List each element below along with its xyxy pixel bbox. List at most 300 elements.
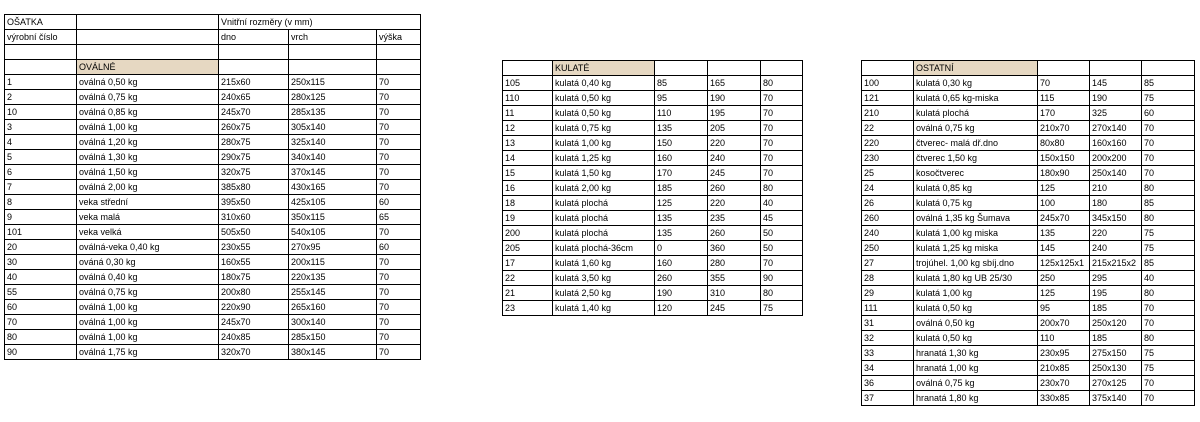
dim-vrch: 345x150	[1090, 211, 1142, 226]
product-number: 27	[862, 256, 914, 271]
dim-vrch: 255x145	[289, 285, 377, 300]
table-row	[503, 256, 803, 271]
dim-vyska: 70	[377, 345, 421, 360]
table-row	[862, 121, 1195, 136]
dim-vrch: 220	[1090, 226, 1142, 241]
product-name: kulatá 0,50 kg	[553, 91, 655, 106]
spacer-row	[5, 45, 421, 60]
table-row	[862, 106, 1195, 121]
product-name: oválná 0,75 kg	[914, 121, 1038, 136]
dim-dno: 125	[655, 196, 708, 211]
dim-dno: 180x75	[219, 270, 289, 285]
dim-vyska: 70	[377, 105, 421, 120]
sub-header-dno: dno	[219, 30, 289, 45]
dim-vyska: 70	[377, 165, 421, 180]
product-name: kulatá 1,80 kg UB 25/30	[914, 271, 1038, 286]
product-number: 22	[503, 271, 553, 286]
dim-vrch: 190	[708, 91, 761, 106]
dim-vrch: 325x140	[289, 135, 377, 150]
product-number: 70	[5, 315, 77, 330]
dim-vyska: 75	[761, 301, 803, 316]
dim-dno: 310x60	[219, 210, 289, 225]
product-name: kulatá plochá	[553, 226, 655, 241]
dim-dno: 230x70	[1038, 376, 1090, 391]
product-name: kulatá 2,50 kg	[553, 286, 655, 301]
dim-dno: 215x60	[219, 75, 289, 90]
product-name: čtverec- malá dř.dno	[914, 136, 1038, 151]
product-name: kulatá plochá	[914, 106, 1038, 121]
product-number: 11	[503, 106, 553, 121]
dim-vyska: 70	[1142, 166, 1195, 181]
dim-vrch: 195	[708, 106, 761, 121]
table-row	[5, 75, 421, 90]
dim-dno: 250	[1038, 271, 1090, 286]
dim-dno: 120	[655, 301, 708, 316]
dim-vyska: 80	[1142, 181, 1195, 196]
table-row	[5, 210, 421, 225]
dim-vyska: 75	[1142, 346, 1195, 361]
empty-cell	[655, 61, 708, 76]
dim-vrch: 300x140	[289, 315, 377, 330]
product-number: 1	[5, 75, 77, 90]
ovalne-table	[4, 14, 421, 360]
empty-cell	[377, 60, 421, 75]
dim-vrch: 310	[708, 286, 761, 301]
dim-dno: 330x85	[1038, 391, 1090, 406]
dim-vrch: 275x150	[1090, 346, 1142, 361]
dim-vyska: 70	[377, 270, 421, 285]
dim-vyska: 45	[761, 211, 803, 226]
product-name: oválná 0,75 kg	[77, 90, 219, 105]
dim-vrch: 260	[708, 226, 761, 241]
dim-vrch: 250x115	[289, 75, 377, 90]
product-number: 13	[503, 136, 553, 151]
table-row	[503, 136, 803, 151]
dim-vyska: 40	[761, 196, 803, 211]
product-number: 19	[503, 211, 553, 226]
dim-vyska: 70	[1142, 151, 1195, 166]
dim-vrch: 235	[708, 211, 761, 226]
product-number: 101	[5, 225, 77, 240]
dim-vyska: 80	[1142, 286, 1195, 301]
product-number: 33	[862, 346, 914, 361]
ostatni-table-body	[862, 61, 1195, 406]
table-row	[5, 225, 421, 240]
dim-vyska: 70	[377, 330, 421, 345]
empty-cell	[219, 60, 289, 75]
dim-vrch: 200x115	[289, 255, 377, 270]
table-row	[503, 166, 803, 181]
dim-dno: 110	[655, 106, 708, 121]
product-name: oválná 0,50 kg	[914, 316, 1038, 331]
table-row	[503, 181, 803, 196]
product-name: hranatá 1,80 kg	[914, 391, 1038, 406]
product-name: kulatá 0,75 kg	[914, 196, 1038, 211]
product-name: kulatá 0,50 kg	[914, 301, 1038, 316]
product-name: hranatá 1,30 kg	[914, 346, 1038, 361]
dim-vyska: 70	[761, 151, 803, 166]
table-row	[862, 211, 1195, 226]
product-name: ováná 0,30 kg	[77, 255, 219, 270]
dim-dno: 230x55	[219, 240, 289, 255]
dim-dno: 70	[1038, 76, 1090, 91]
dim-vyska: 75	[1142, 361, 1195, 376]
dim-vrch: 200x200	[1090, 151, 1142, 166]
empty-cell	[77, 45, 219, 60]
dim-dno: 85	[655, 76, 708, 91]
product-name: kulatá 1,25 kg miska	[914, 241, 1038, 256]
dim-dno: 245x70	[219, 105, 289, 120]
dim-dno: 320x75	[219, 165, 289, 180]
dim-vyska: 70	[377, 225, 421, 240]
dim-vyska: 70	[377, 75, 421, 90]
dim-dno: 160	[655, 151, 708, 166]
sub-header-vrch: vrch	[289, 30, 377, 45]
kulate-table	[502, 60, 803, 316]
product-name: oválná 0,85 kg	[77, 105, 219, 120]
product-name: trojúhel. 1,00 kg sbíj.dno	[914, 256, 1038, 271]
table-row	[5, 90, 421, 105]
dim-vyska: 50	[761, 226, 803, 241]
ostatni-table	[861, 60, 1195, 406]
empty-cell	[377, 45, 421, 60]
product-name: oválná 0,50 kg	[77, 75, 219, 90]
dim-dno: 200x80	[219, 285, 289, 300]
dim-vyska: 85	[1142, 76, 1195, 91]
dim-vyska: 70	[377, 90, 421, 105]
product-name: kulatá 1,00 kg miska	[914, 226, 1038, 241]
dim-dno: 210x85	[1038, 361, 1090, 376]
product-number: 24	[862, 181, 914, 196]
product-name: oválná 1,50 kg	[77, 165, 219, 180]
product-number: 16	[503, 181, 553, 196]
dim-dno: 245x70	[1038, 211, 1090, 226]
table-row	[503, 226, 803, 241]
dim-vyska: 75	[1142, 226, 1195, 241]
product-name: kulatá 0,50 kg	[553, 106, 655, 121]
product-number: 15	[503, 166, 553, 181]
table-row	[503, 211, 803, 226]
dim-dno: 395x50	[219, 195, 289, 210]
empty-cell	[77, 30, 219, 45]
table-row	[862, 376, 1195, 391]
dim-vyska: 90	[761, 271, 803, 286]
product-name: kulatá 1,60 kg	[553, 256, 655, 271]
table-row	[503, 271, 803, 286]
dim-vyska: 70	[377, 285, 421, 300]
table-row	[5, 315, 421, 330]
dim-vrch: 250x120	[1090, 316, 1142, 331]
dim-dno: 230x95	[1038, 346, 1090, 361]
section-label-ostatni: OSTATNÍ	[914, 61, 1038, 76]
dim-vrch: 270x125	[1090, 376, 1142, 391]
table-row	[862, 166, 1195, 181]
dim-vrch: 205	[708, 121, 761, 136]
dim-dno: 135	[655, 226, 708, 241]
product-number: 12	[503, 121, 553, 136]
product-name: kulatá 1,40 kg	[553, 301, 655, 316]
product-name: oválná-veka 0,40 kg	[77, 240, 219, 255]
dim-vrch: 280x125	[289, 90, 377, 105]
dim-vyska: 75	[1142, 91, 1195, 106]
dim-dno: 280x75	[219, 135, 289, 150]
product-number: 20	[5, 240, 77, 255]
sub-header-vyska: výška	[377, 30, 421, 45]
product-number: 90	[5, 345, 77, 360]
dim-dno: 135	[655, 121, 708, 136]
table-row	[503, 121, 803, 136]
empty-cell	[503, 61, 553, 76]
dim-vrch: 270x95	[289, 240, 377, 255]
dim-vrch: 280	[708, 256, 761, 271]
dim-header: Vnitřní rozměry (v mm)	[219, 15, 421, 30]
product-name: oválná 1,00 kg	[77, 330, 219, 345]
product-name: oválná 1,30 kg	[77, 150, 219, 165]
empty-cell	[1090, 61, 1142, 76]
dim-dno: 240x85	[219, 330, 289, 345]
dim-vrch: 425x105	[289, 195, 377, 210]
dim-vyska: 80	[761, 181, 803, 196]
dim-vrch: 305x140	[289, 120, 377, 135]
table-row	[862, 256, 1195, 271]
dim-vyska: 70	[761, 136, 803, 151]
dim-vyska: 70	[1142, 316, 1195, 331]
dim-vyska: 50	[761, 241, 803, 256]
product-name: kulatá 0,50 kg	[914, 331, 1038, 346]
dim-vyska: 70	[761, 256, 803, 271]
dim-vyska: 40	[1142, 271, 1195, 286]
dim-dno: 150	[655, 136, 708, 151]
dim-dno: 95	[1038, 301, 1090, 316]
dim-vrch: 540x105	[289, 225, 377, 240]
dim-vyska: 80	[761, 76, 803, 91]
dim-vyska: 70	[377, 120, 421, 135]
dim-dno: 245x70	[219, 315, 289, 330]
dim-dno: 260	[655, 271, 708, 286]
dim-vrch: 165	[708, 76, 761, 91]
product-number: 29	[862, 286, 914, 301]
product-name: kulatá plochá	[553, 196, 655, 211]
product-name: oválná 1,20 kg	[77, 135, 219, 150]
dim-vrch: 210	[1090, 181, 1142, 196]
table-row	[503, 241, 803, 256]
dim-dno: 95	[655, 91, 708, 106]
col-label: výrobní číslo	[5, 30, 77, 45]
dim-vyska: 70	[377, 315, 421, 330]
empty-cell	[289, 45, 377, 60]
table-row	[503, 76, 803, 91]
empty-cell	[5, 45, 77, 60]
dim-vrch: 430x165	[289, 180, 377, 195]
dim-vrch: 285x150	[289, 330, 377, 345]
title-row	[5, 15, 421, 30]
section-row	[862, 61, 1195, 76]
product-number: 37	[862, 391, 914, 406]
product-number: 5	[5, 150, 77, 165]
dim-vyska: 60	[1142, 106, 1195, 121]
dim-vyska: 60	[377, 240, 421, 255]
dim-dno: 150x150	[1038, 151, 1090, 166]
dim-vrch: 370x145	[289, 165, 377, 180]
product-number: 23	[503, 301, 553, 316]
product-name: oválná 2,00 kg	[77, 180, 219, 195]
kulate-table-body	[503, 61, 803, 316]
product-name: hranatá 1,00 kg	[914, 361, 1038, 376]
empty-cell	[5, 60, 77, 75]
product-number: 25	[862, 166, 914, 181]
product-number: 7	[5, 180, 77, 195]
product-name: kulatá 0,40 kg	[553, 76, 655, 91]
dim-vrch: 145	[1090, 76, 1142, 91]
dim-dno: 505x50	[219, 225, 289, 240]
table-row	[5, 270, 421, 285]
dim-vyska: 80	[1142, 331, 1195, 346]
product-number: 121	[862, 91, 914, 106]
table-row	[862, 136, 1195, 151]
table-row	[503, 301, 803, 316]
dim-dno: 80x80	[1038, 136, 1090, 151]
product-name: oválná 1,00 kg	[77, 300, 219, 315]
product-name: kulatá 2,00 kg	[553, 181, 655, 196]
dim-vyska: 70	[377, 150, 421, 165]
dim-dno: 125	[1038, 286, 1090, 301]
dim-vyska: 70	[1142, 391, 1195, 406]
product-number: 2	[5, 90, 77, 105]
product-number: 17	[503, 256, 553, 271]
dim-dno: 125	[1038, 181, 1090, 196]
product-number: 14	[503, 151, 553, 166]
dim-vyska: 70	[377, 300, 421, 315]
dim-vrch: 215x215x2	[1090, 256, 1142, 271]
table-row	[862, 286, 1195, 301]
product-name: oválná 1,00 kg	[77, 120, 219, 135]
dim-vrch: 190	[1090, 91, 1142, 106]
header-row	[5, 30, 421, 45]
dim-vyska: 80	[761, 286, 803, 301]
dim-vrch: 220x135	[289, 270, 377, 285]
dim-dno: 180x90	[1038, 166, 1090, 181]
dim-vyska: 70	[1142, 376, 1195, 391]
table-row	[862, 391, 1195, 406]
dim-vrch: 160x160	[1090, 136, 1142, 151]
product-number: 36	[862, 376, 914, 391]
table-row	[503, 106, 803, 121]
dim-dno: 160	[655, 256, 708, 271]
product-number: 26	[862, 196, 914, 211]
table-row	[503, 196, 803, 211]
dim-dno: 385x80	[219, 180, 289, 195]
dim-vrch: 295	[1090, 271, 1142, 286]
dim-vyska: 85	[1142, 196, 1195, 211]
table-row	[5, 135, 421, 150]
dim-dno: 115	[1038, 91, 1090, 106]
table-row	[862, 241, 1195, 256]
dim-dno: 0	[655, 241, 708, 256]
dim-vyska: 70	[1142, 136, 1195, 151]
dim-vyska: 70	[1142, 301, 1195, 316]
dim-vrch: 340x140	[289, 150, 377, 165]
product-number: 22	[862, 121, 914, 136]
product-number: 21	[503, 286, 553, 301]
product-number: 110	[503, 91, 553, 106]
product-name: oválná 0,40 kg	[77, 270, 219, 285]
product-number: 31	[862, 316, 914, 331]
dim-vrch: 250x140	[1090, 166, 1142, 181]
dim-vrch: 325	[1090, 106, 1142, 121]
dim-vrch: 245	[708, 166, 761, 181]
dim-dno: 190	[655, 286, 708, 301]
empty-cell	[1142, 61, 1195, 76]
table-row	[5, 285, 421, 300]
empty-cell	[77, 15, 219, 30]
product-name: čtverec 1,50 kg	[914, 151, 1038, 166]
table-row	[862, 271, 1195, 286]
product-number: 230	[862, 151, 914, 166]
dim-vrch: 195	[1090, 286, 1142, 301]
dim-vrch: 245	[708, 301, 761, 316]
dim-dno: 170	[1038, 106, 1090, 121]
dim-dno: 135	[1038, 226, 1090, 241]
table-row	[862, 346, 1195, 361]
product-name: kulatá 0,85 kg	[914, 181, 1038, 196]
product-name: kulatá 1,50 kg	[553, 166, 655, 181]
table-row	[862, 91, 1195, 106]
product-name: veka střední	[77, 195, 219, 210]
table-row	[503, 151, 803, 166]
product-number: 105	[503, 76, 553, 91]
dim-vrch: 240	[1090, 241, 1142, 256]
dim-dno: 145	[1038, 241, 1090, 256]
dim-vrch: 260	[708, 181, 761, 196]
product-name: kulatá plochá	[553, 211, 655, 226]
dim-dno: 170	[655, 166, 708, 181]
product-number: 34	[862, 361, 914, 376]
dim-dno: 125x125x1	[1038, 256, 1090, 271]
table-row	[862, 301, 1195, 316]
product-number: 111	[862, 301, 914, 316]
empty-cell	[1038, 61, 1090, 76]
dim-dno: 110	[1038, 331, 1090, 346]
section-row	[503, 61, 803, 76]
table-row	[862, 361, 1195, 376]
dim-vyska: 65	[377, 210, 421, 225]
dim-vyska: 85	[1142, 256, 1195, 271]
product-number: 40	[5, 270, 77, 285]
table-row	[5, 105, 421, 120]
dim-vrch: 240	[708, 151, 761, 166]
table-row	[5, 330, 421, 345]
product-name: kulatá 1,00 kg	[914, 286, 1038, 301]
product-number: 3	[5, 120, 77, 135]
table-row	[5, 165, 421, 180]
dim-dno: 260x75	[219, 120, 289, 135]
product-number: 10	[5, 105, 77, 120]
table-row	[5, 255, 421, 270]
product-name: oválná 0,75 kg	[77, 285, 219, 300]
product-name: kulatá 0,30 kg	[914, 76, 1038, 91]
empty-cell	[862, 61, 914, 76]
product-name: kulatá 0,65 kg-miska	[914, 91, 1038, 106]
product-number: 18	[503, 196, 553, 211]
table-row	[862, 331, 1195, 346]
product-number: 55	[5, 285, 77, 300]
product-name: veka velká	[77, 225, 219, 240]
product-name: oválná 1,35 kg Šumava	[914, 211, 1038, 226]
dim-vrch: 360	[708, 241, 761, 256]
table-row	[862, 181, 1195, 196]
dim-vyska: 70	[377, 180, 421, 195]
dim-dno: 100	[1038, 196, 1090, 211]
